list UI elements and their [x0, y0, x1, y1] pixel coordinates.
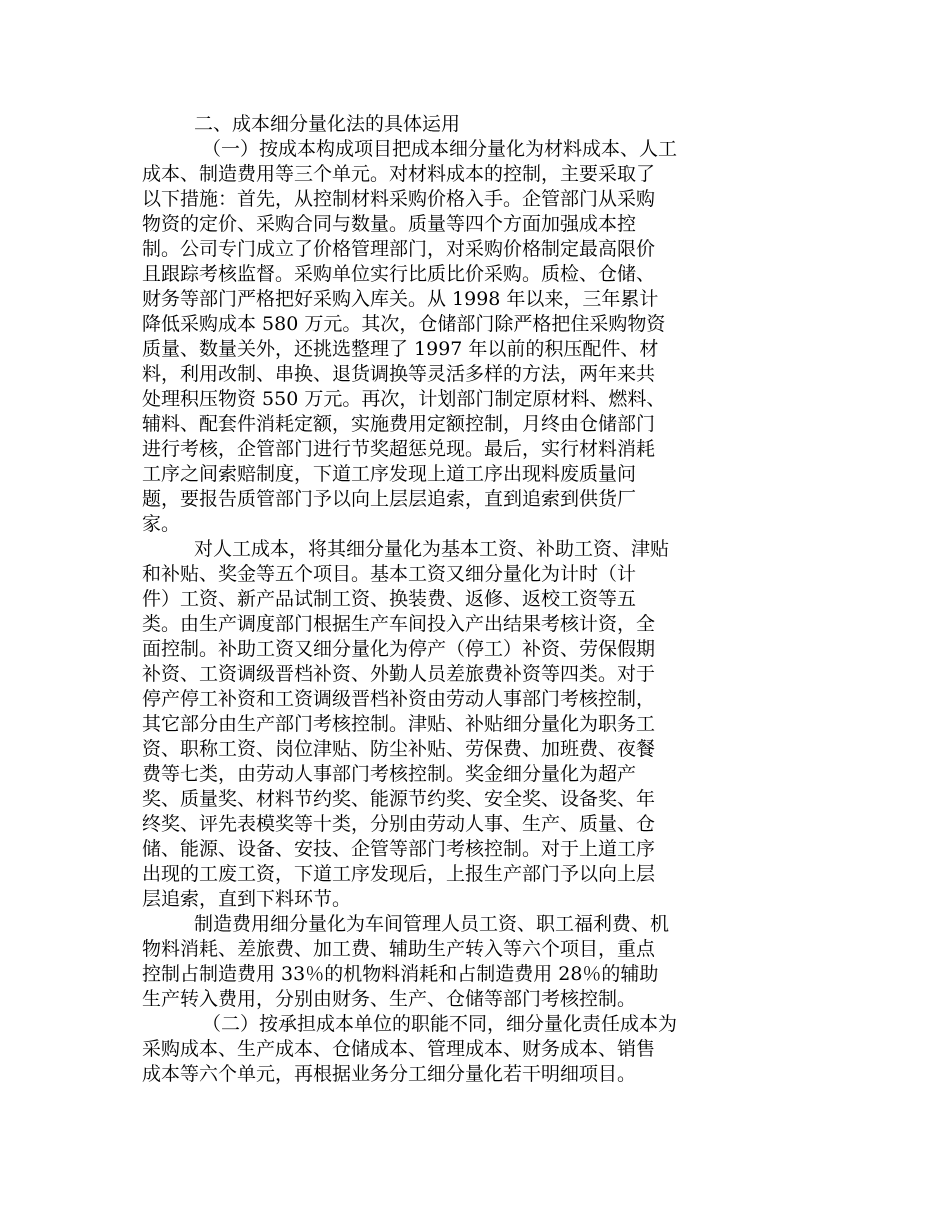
paragraph-line: 物资的定价、采购合同与数量。质量等四个方面加强成本控 — [142, 213, 637, 235]
paragraph-line: 料，利用改制、串换、退货调换等灵活多样的方法，两年来共 — [142, 363, 656, 385]
paragraph-line: （一）按成本构成项目把成本细分量化为材料成本、人工 — [202, 138, 678, 160]
paragraph-line: 储、能源、设备、安技、企管等部门考核控制。对于上道工序 — [142, 838, 656, 860]
paragraph-line: 采购成本、生产成本、仓储成本、管理成本、财务成本、销售 — [142, 1038, 656, 1060]
paragraph-line: 工序之间索赔制度，下道工序发现上道工序出现料废质量问 — [142, 463, 637, 485]
paragraph-manufacturing-cost — [142, 912, 740, 1012]
paragraph-line: 控制占制造费用 33％的机物料消耗和占制造费用 28％的辅助 — [142, 963, 659, 985]
paragraph-labor-cost — [142, 537, 740, 912]
paragraph-line: 制。公司专门成立了价格管理部门，对采购价格制定最高限价 — [142, 238, 656, 260]
paragraph-line: 物料消耗、差旅费、加工费、辅助生产转入等六个项目，重点 — [142, 938, 656, 960]
paragraph-line: 进行考核，企管部门进行节奖超惩兑现。最后，实行材料消耗 — [142, 438, 656, 460]
paragraph-line: 资、职称工资、岗位津贴、防尘补贴、劳保费、加班费、夜餐 — [142, 738, 656, 760]
paragraph-line: 奖、质量奖、材料节约奖、能源节约奖、安全奖、设备奖、年 — [142, 788, 656, 810]
paragraph-line: 件）工资、新产品试制工资、换装费、返修、返校工资等五 — [142, 588, 637, 610]
paragraph-line: 出现的工废工资，下道工序发现后，上报生产部门予以向上层 — [142, 863, 656, 885]
paragraph-line: 制造费用细分量化为车间管理人员工资、职工福利费、机 — [194, 913, 670, 935]
paragraph-line: 面控制。补助工资又细分量化为停产（停工）补资、劳保假期 — [142, 638, 656, 660]
paragraph-line: 类。由生产调度部门根据生产车间投入产出结果考核计资，全 — [142, 613, 656, 635]
paragraph-line: 成本、制造费用等三个单元。对材料成本的控制，主要采取了 — [142, 163, 656, 185]
paragraph-line: 和补贴、奖金等五个项目。基本工资又细分量化为计时（计 — [142, 563, 637, 585]
paragraph-line: 以下措施：首先，从控制材料采购价格入手。企管部门从采购 — [142, 188, 656, 210]
paragraph-responsibility-cost — [142, 1012, 740, 1087]
paragraph-line: 且跟踪考核监督。采购单位实行比质比价采购。质检、仓储、 — [142, 263, 656, 285]
document-page — [142, 112, 740, 1087]
paragraph-line: 质量、数量关外，还挑选整理了 1997 年以前的积压配件、材 — [142, 338, 659, 360]
paragraph-line: 终奖、评先表模奖等十类，分别由劳动人事、生产、质量、仓 — [142, 813, 656, 835]
paragraph-line: 其它部分由生产部门考核控制。津贴、补贴细分量化为职务工 — [142, 713, 656, 735]
paragraph-line: 财务等部门严格把好采购入库关。从 1998 年以来，三年累计 — [142, 288, 659, 310]
paragraph-line: 辅料、配套件消耗定额，实施费用定额控制，月终由仓储部门 — [142, 413, 656, 435]
paragraph-line: 降低采购成本 580 万元。其次，仓储部门除严格把住采购物资 — [142, 313, 666, 335]
paragraph-line: 对人工成本，将其细分量化为基本工资、补助工资、津贴 — [194, 538, 670, 560]
paragraph-material-cost — [142, 137, 740, 537]
paragraph-line: 补资、工资调级晋档补资、外勤人员差旅费补资等四类。对于 — [142, 663, 656, 685]
paragraph-line: 费等七类，由劳动人事部门考核控制。奖金细分量化为超产 — [142, 763, 637, 785]
paragraph-line: 家。 — [142, 513, 181, 535]
paragraph-line: 题，要报告质管部门予以向上层层追索，直到追索到供货厂 — [142, 488, 637, 510]
paragraph-line: 成本等六个单元，再根据业务分工细分量化若干明细项目。 — [142, 1063, 637, 1085]
paragraph-line: 生产转入费用，分别由财务、生产、仓储等部门考核控制。 — [142, 988, 637, 1010]
section-heading: 二、成本细分量化法的具体运用 — [194, 113, 461, 135]
paragraph-line: 处理积压物资 550 万元。再次，计划部门制定原材料、燃料、 — [142, 388, 666, 410]
paragraph-line: 停产停工补资和工资调级晋档补资由劳动人事部门考核控制， — [142, 688, 656, 710]
paragraph-line: 层追索，直到下料环节。 — [142, 888, 352, 910]
paragraph-line: （二）按承担成本单位的职能不同，细分量化责任成本为 — [202, 1013, 678, 1035]
